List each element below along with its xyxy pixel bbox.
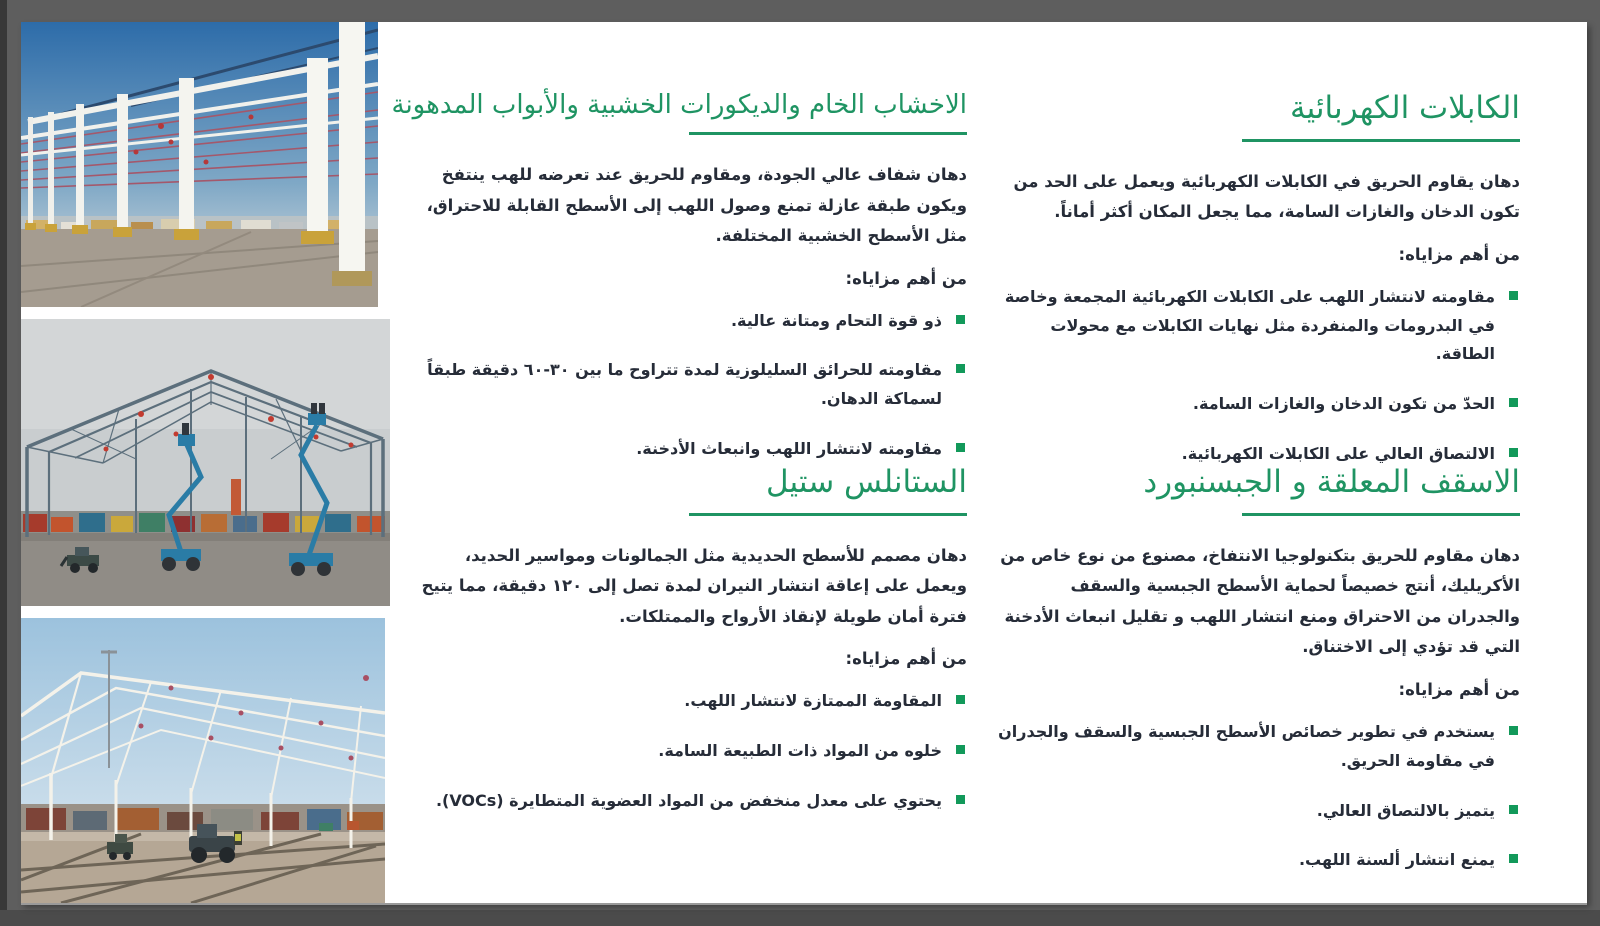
section-body: دهان شفاف عالي الجودة، ومقاوم للحريق عند تعرضه للهب ينتفخ ويكون طبقة عازلة تمنع وصول اللهب إلى الأسطح القابلة للاحتراق، مثل الأسطح الخشبية المختلفة. [426,165,967,246]
section-title: الكابلات الكهربائية [1289,90,1520,126]
list-item-text: مقاومته لانتشار اللهب على الكابلات الكهربائية المجمعة وخاصة في البدرومات والمنفردة مثل نهايات الكابلات مع محولات الطاقة. [1004,286,1495,364]
square-bullet-icon [956,695,965,704]
section-title: الاخشاب الخام والديكورات الخشبية والأبواب المدهونة [391,90,967,120]
list-item-text: يمنع انتشار ألسنة اللهب. [1298,850,1495,870]
title-underline [1242,139,1520,142]
section-electrical-cables [998,88,1520,490]
list-item-text: يتميز بالالتصاق العالي. [1316,800,1495,820]
list-item [998,797,1520,826]
square-bullet-icon [956,745,965,754]
advantages-list [419,307,967,464]
square-bullet-icon [1509,398,1518,407]
section-stainless-steel [419,462,967,837]
title-underline [689,513,967,516]
list-item [998,846,1520,875]
list-item [998,718,1520,776]
list-item [419,356,967,414]
list-item [998,390,1520,419]
advantages-label: من أهم مزاياه: [845,268,967,288]
list-item [419,687,967,716]
square-bullet-icon [956,795,965,804]
section-suspended-ceilings-gypsum [998,462,1520,896]
square-bullet-icon [1509,726,1518,735]
list-item-text: الحدّ من تكون الدخان والغازات السامة. [1192,394,1495,414]
square-bullet-icon [1509,291,1518,300]
advantages-list [998,718,1520,875]
list-item [419,787,967,816]
list-item-text: الالتصاق العالي على الكابلات الكهربائية. [1181,444,1495,464]
photo-white-steel-columns-port [21,22,378,307]
square-bullet-icon [1509,805,1518,814]
list-item [419,737,967,766]
advantages-label: من أهم مزاياه: [1398,679,1520,699]
title-underline [1242,513,1520,516]
list-item-text: خلوه من المواد ذات الطبيعة السامة. [658,741,942,761]
list-item [419,307,967,336]
list-item-text: يستخدم في تطوير خصائص الأسطح الجبسية والسقف والجدران في مقاومة الحريق. [998,721,1495,770]
photo-steel-gable-frame-boom-lifts [21,319,390,606]
list-item [419,435,967,464]
advantages-label: من أهم مزاياه: [1398,244,1520,264]
viewer-left-edge [0,0,7,926]
square-bullet-icon [1509,448,1518,457]
advantages-list [419,687,967,815]
section-title: الستانلس ستيل [766,464,967,500]
section-raw-wood-doors [391,88,967,485]
photo-white-gable-frame-yard [21,618,385,903]
square-bullet-icon [956,364,965,373]
square-bullet-icon [1509,854,1518,863]
section-body: دهان يقاوم الحريق في الكابلات الكهربائية ويعمل على الحد من تكون الدخان والغازات السامة، مما يجعل المكان أكثر أماناً. [1013,171,1520,222]
section-body: دهان مصمم للأسطح الحديدية مثل الجمالونات ومواسير الحديد، ويعمل على إعاقة انتشار النيران لمدة تصل إلى ١٢٠ دقيقة، مما يتيح فترة أمان طويلة لإنقاذ الأرواح والممتلكات. [421,545,967,626]
list-item-text: مقاومته للحرائق السليلوزية لمدة تتراوح ما بين ٣٠-٦٠ دقيقة طبقاً لسماكة الدهان. [427,360,942,409]
square-bullet-icon [956,443,965,452]
square-bullet-icon [956,315,965,324]
section-body: دهان مقاوم للحريق بتكنولوجيا الانتفاخ، مصنوع من نوع خاص من الأكريليك، أنتج خصيصاً لحماية الأسطح الجبسية والسقف والجدران من الاحتراق ومنع انتشار اللهب و تقليل انبعاث الأدخنة التي قد تؤدي إلى الاختناق. [1000,545,1520,657]
viewer-bottom-edge [0,910,1600,926]
title-underline [689,132,967,135]
list-item [998,283,1520,369]
advantages-list [998,283,1520,469]
list-item-text: ذو قوة التحام ومتانة عالية. [730,310,942,330]
list-item-text: المقاومة الممتازة لانتشار اللهب. [684,691,942,711]
section-title: الاسقف المعلقة و الجبسنبورد [1143,464,1520,500]
advantages-label: من أهم مزاياه: [845,649,967,669]
brochure-page [21,22,1587,903]
list-item-text: يحتوي على معدل منخفض من المواد العضوية المتطايرة (VOCs). [435,790,942,810]
list-item-text: مقاومته لانتشار اللهب وانبعاث الأدخنة. [636,439,942,459]
